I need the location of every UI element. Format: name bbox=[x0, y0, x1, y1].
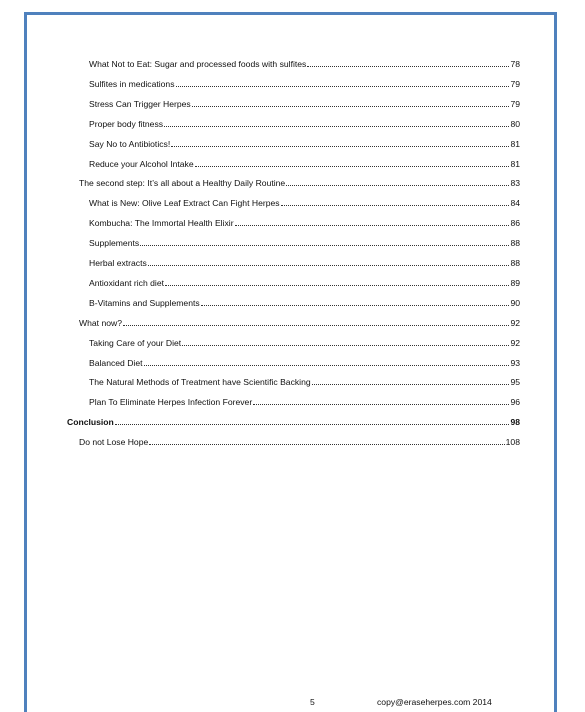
toc-dot-leader bbox=[171, 145, 509, 147]
toc-entry[interactable] bbox=[89, 338, 520, 349]
toc-dot-leader bbox=[176, 85, 510, 87]
toc-entry-page: 79 bbox=[510, 98, 520, 109]
toc-entry-page: 89 bbox=[510, 277, 520, 288]
toc-entry-title: Stress Can Trigger Herpes bbox=[89, 98, 191, 109]
toc-entry[interactable] bbox=[89, 358, 520, 369]
toc-entry[interactable] bbox=[89, 397, 520, 408]
toc-dot-leader bbox=[182, 344, 509, 346]
toc-entry-title: Taking Care of your Diet bbox=[89, 337, 182, 348]
toc-entry-page: 83 bbox=[510, 178, 520, 189]
toc-entry[interactable] bbox=[89, 59, 520, 70]
toc-dot-leader bbox=[235, 224, 510, 226]
toc-entry-title: Antioxidant rich diet bbox=[89, 277, 164, 288]
toc-entry-page: 88 bbox=[510, 258, 520, 268]
toc-entry-page: 80 bbox=[510, 118, 520, 129]
toc-entry-title: Conclusion bbox=[67, 417, 114, 428]
toc-entry[interactable] bbox=[79, 178, 520, 189]
toc-dot-leader bbox=[307, 65, 509, 67]
toc-entry[interactable] bbox=[89, 119, 520, 130]
toc-entry[interactable] bbox=[89, 198, 520, 209]
toc-dot-leader bbox=[281, 204, 510, 206]
footer-page-number: 5 bbox=[310, 697, 315, 707]
toc-entry-title: The second step: It’s all about a Healthy Daily Routine bbox=[79, 178, 286, 189]
toc-entry[interactable] bbox=[89, 99, 520, 110]
toc-entry-title: What Not to Eat: Sugar and processed foods with sulfites bbox=[89, 59, 307, 69]
toc-entry-page: 81 bbox=[510, 138, 520, 149]
toc-entry-page: 96 bbox=[510, 397, 520, 408]
footer-copyright: copy@eraseherpes.com 2014 bbox=[377, 697, 492, 707]
toc-entry-title: Sulfites in medications bbox=[89, 78, 175, 89]
toc-entry-title: Supplements bbox=[89, 238, 140, 249]
toc-entry-title: Reduce your Alcohol Intake bbox=[89, 158, 194, 169]
toc-dot-leader bbox=[149, 443, 504, 445]
toc-dot-leader bbox=[192, 105, 510, 107]
toc-entry-page: 93 bbox=[510, 357, 520, 368]
toc-dot-leader bbox=[165, 284, 509, 286]
toc-dot-leader bbox=[253, 403, 509, 405]
toc-entry-title: What is New: Olive Leaf Extract Can Fight Herpes bbox=[89, 198, 280, 209]
toc-entry-title: Kombucha: The Immortal Health Elixir bbox=[89, 218, 234, 229]
toc-entry-page: 108 bbox=[505, 437, 520, 448]
toc-entry-title: The Natural Methods of Treatment have Scientific Backing bbox=[89, 377, 311, 388]
toc-entry-page: 92 bbox=[510, 317, 520, 328]
toc-entry[interactable] bbox=[89, 238, 520, 249]
toc-entry-title: B-Vitamins and Supplements bbox=[89, 297, 200, 308]
toc-entry-title: Plan To Eliminate Herpes Infection Forever bbox=[89, 397, 253, 408]
toc-entry-page: 78 bbox=[510, 59, 520, 69]
toc-entry[interactable] bbox=[89, 79, 520, 90]
toc-entry-title: Say No to Antibiotics! bbox=[89, 138, 171, 149]
toc-entry-page: 86 bbox=[510, 218, 520, 229]
toc-entry-page: 90 bbox=[510, 297, 520, 308]
toc-entry-page: 95 bbox=[510, 377, 520, 388]
toc-entry-page: 92 bbox=[510, 337, 520, 348]
toc-dot-leader bbox=[201, 304, 510, 306]
toc-entry[interactable] bbox=[89, 377, 520, 388]
toc-entry[interactable] bbox=[79, 318, 520, 329]
toc-entry-page: 79 bbox=[510, 78, 520, 89]
toc-dot-leader bbox=[148, 264, 510, 266]
toc-entry[interactable] bbox=[89, 258, 520, 269]
toc-entry-page: 84 bbox=[510, 198, 520, 209]
toc-entry-title: Do not Lose Hope bbox=[79, 437, 149, 448]
toc-dot-leader bbox=[140, 244, 509, 246]
toc-dot-leader bbox=[115, 423, 510, 425]
toc-dot-leader bbox=[164, 125, 509, 127]
toc-entry[interactable] bbox=[89, 159, 520, 170]
toc-dot-leader bbox=[286, 184, 509, 186]
toc-entry-page: 88 bbox=[510, 238, 520, 249]
toc-dot-leader bbox=[312, 383, 510, 385]
toc-entry-title: Balanced Diet bbox=[89, 357, 143, 368]
toc-dot-leader bbox=[195, 165, 510, 167]
toc-entry-title: What now? bbox=[79, 317, 122, 328]
toc-entry-title: Proper body fitness bbox=[89, 118, 164, 129]
toc-entry[interactable] bbox=[89, 298, 520, 309]
toc-dot-leader bbox=[144, 364, 510, 366]
toc-entry-title: Herbal extracts bbox=[89, 258, 147, 268]
toc-entry-page: 81 bbox=[510, 158, 520, 169]
toc-entry[interactable] bbox=[67, 417, 520, 428]
toc-entry[interactable] bbox=[89, 139, 520, 150]
toc-entry[interactable] bbox=[89, 218, 520, 229]
toc-entry-page: 98 bbox=[510, 417, 520, 428]
toc-entry[interactable] bbox=[79, 437, 520, 448]
toc-entry[interactable] bbox=[89, 278, 520, 289]
toc-dot-leader bbox=[123, 324, 509, 326]
document-page bbox=[24, 12, 557, 712]
